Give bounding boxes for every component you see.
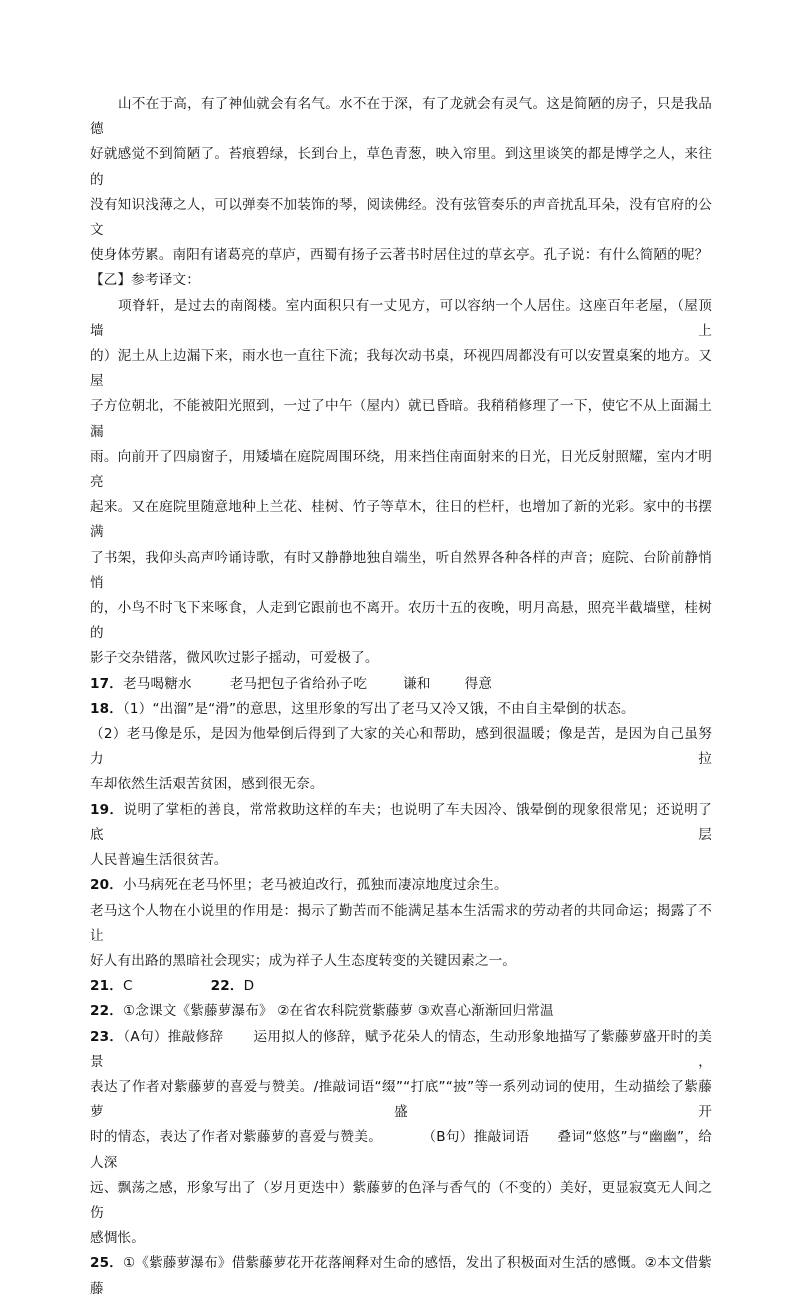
answer-17-a3: 谦和 [403,675,431,692]
answer-19-line-2: 人民普遍生活很贫苦。 [90,852,228,869]
yi-line-7: 的，小鸟不时飞下来啄食，人走到它跟前也不离开。农历十五的夜晚，明月高悬，照亮半截墙壁，桂树的 [90,600,712,642]
answer-18-part-2a: （2）老马像是乐，是因为他晕倒后得到了大家的关心和帮助，感到很温暖；像是苦，是因为自己虽努力拉 [90,726,712,768]
answer-20-line-3: 好人有出路的黑暗社会现实；成为祥子人生态度转变的关键因素之一。 [90,952,517,969]
answer-23-l3c: 叠词“悠悠”与“幽幽”，给人深 [90,1129,713,1171]
answer-25-l1: ①《紫藤萝瀑布》借紫藤萝花开花落阐释对生命的感悟，发出了积极面对生活的感慨。②本文借紫藤 [90,1255,712,1297]
yi-line-2: 的）泥土从上边漏下来，雨水也一直往下流；我每次动书桌，环视四周都没有可以安置桌案的地方。又屋 [90,348,712,390]
answer-18-number: 18． [90,700,123,717]
answer-21-22 [90,974,712,999]
answer-22-text: ①念课文《紫藤萝瀑布》 ②在省农科院赏紫藤萝 ③欢喜心渐渐回归常温 [122,1003,554,1020]
answer-23-line-4: 远、飘荡之感，形象写出了（岁月更迭中）紫藤萝的色泽与香气的（不变的）美好，更显寂寞无人间之伤 [90,1179,712,1221]
jia-line-2: 好就感觉不到简陋了。苔痕碧绿，长到台上，草色青葱，映入帘里。到这里谈笑的都是博学之人，来往的 [90,146,712,188]
answer-17-a4: 得意 [464,675,493,692]
answer-23-line-2: 表达了作者对紫藤萝的喜爱与赞美。/推敲词语“缀”“打底”“披”等一系列动词的使用，生动描绘了紫藤萝盛开 [90,1078,712,1121]
answer-17-a2: 老马把包子省给孙子吃 [229,675,368,692]
answer-23-line-5: 感惆怅。 [90,1230,145,1247]
answer-17 [90,672,712,697]
answer-18-part-1 [90,697,712,722]
answer-22-choice: D [243,978,255,995]
answer-23-line-1 [90,1025,712,1075]
answer-17-a1: 老马喝糖水 [122,675,192,692]
answer-23-a-label: （A句）推敲修辞 [123,1028,224,1045]
answer-20-number: 20． [90,877,123,894]
answer-content [90,92,712,1302]
answer-23-l3a: 时的情态，表达了作者对紫藤萝的喜爱与赞美。 [90,1129,383,1146]
answer-20-l1: 小马病死在老马怀里；老马被迫改行，孤独而凄凉地度过余生。 [122,877,508,894]
answer-22 [90,999,712,1024]
answer-23-line-3 [90,1125,712,1175]
yi-heading: 【乙】参考译文： [90,272,200,289]
answer-25-number: 25． [90,1255,123,1272]
yi-line-4: 雨。向前开了四扇窗子，用矮墙在庭院周围环绕，用来挡住南面射来的日光，日光反射照耀，室内才明亮 [90,448,712,491]
answer-20-line-2: 老马这个人物在小说里的作用是：揭示了勤苦而不能满足基本生活需求的劳动者的共同命运；揭露了不让 [90,902,712,944]
answer-23-number: 23． [90,1028,124,1045]
answer-19-line-1 [90,798,712,848]
answer-23-b-label: （B句）推敲词语 [422,1129,530,1146]
answer-19-number: 19． [90,801,124,818]
yi-line-8: 影子交杂错落，微风吹过影子摇动，可爱极了。 [90,650,379,667]
answer-18-part-2b: 车却依然生活艰苦贫困，感到很无奈。 [90,776,324,793]
answer-17-number: 17． [90,675,123,692]
yi-line-1: 项脊轩，是过去的南阁楼。室内面积只有一丈见方，可以容纳一个人居住。这座百年老屋，（屋顶墙上 [90,297,712,339]
answer-18-p1: （1）“出溜”是“滑”的意思，这里形象的写出了老马又冷又饿，不由自主晕倒的状态。 [122,700,635,717]
jia-line-4: 使身体劳累。南阳有诸葛亮的草庐，西蜀有扬子云著书时居住过的草玄亭。孔子说：有什么简陋的呢？ [90,247,709,264]
answer-22-number-inline: 22． [210,978,244,995]
answer-21-choice: C [122,978,133,995]
yi-line-5: 起来。又在庭院里随意地种上兰花、桂树、竹子等草木，往日的栏杆，也增加了新的光彩。家中的书摆满 [90,499,712,541]
yi-line-6: 了书架，我仰头高声吟诵诗歌，有时又静静地独自端坐，听自然界各种各样的声音；庭院、台阶前静悄悄 [90,549,712,591]
answer-22-number: 22． [90,1003,123,1020]
jia-line-3: 没有知识浅薄之人，可以弹奏不加装饰的琴，阅读佛经。没有弦管奏乐的声音扰乱耳朵，没有官府的公文 [90,196,712,239]
answer-19-l1: 说明了掌柜的善良，常常救助这样的车夫；也说明了车夫因冷、饿晕倒的现象很常见；还说明了底层 [90,801,712,843]
jia-line-1: 山不在于高，有了神仙就会有名气。水不在于深，有了龙就会有灵气。这是简陋的房子，只是我品德 [90,96,712,138]
answer-20-line-1 [90,873,712,898]
answer-21-number: 21． [90,978,123,995]
answer-25-line-1 [90,1251,712,1301]
answer-23-l1: 运用拟人的修辞，赋予花朵人的情态，生动形象地描写了紫藤萝盛开时的美景， [90,1028,713,1070]
yi-line-3: 子方位朝北，不能被阳光照到，一过了中午（屋内）就已昏暗。我稍稍修理了一下，使它不从上面漏土漏 [90,398,712,440]
